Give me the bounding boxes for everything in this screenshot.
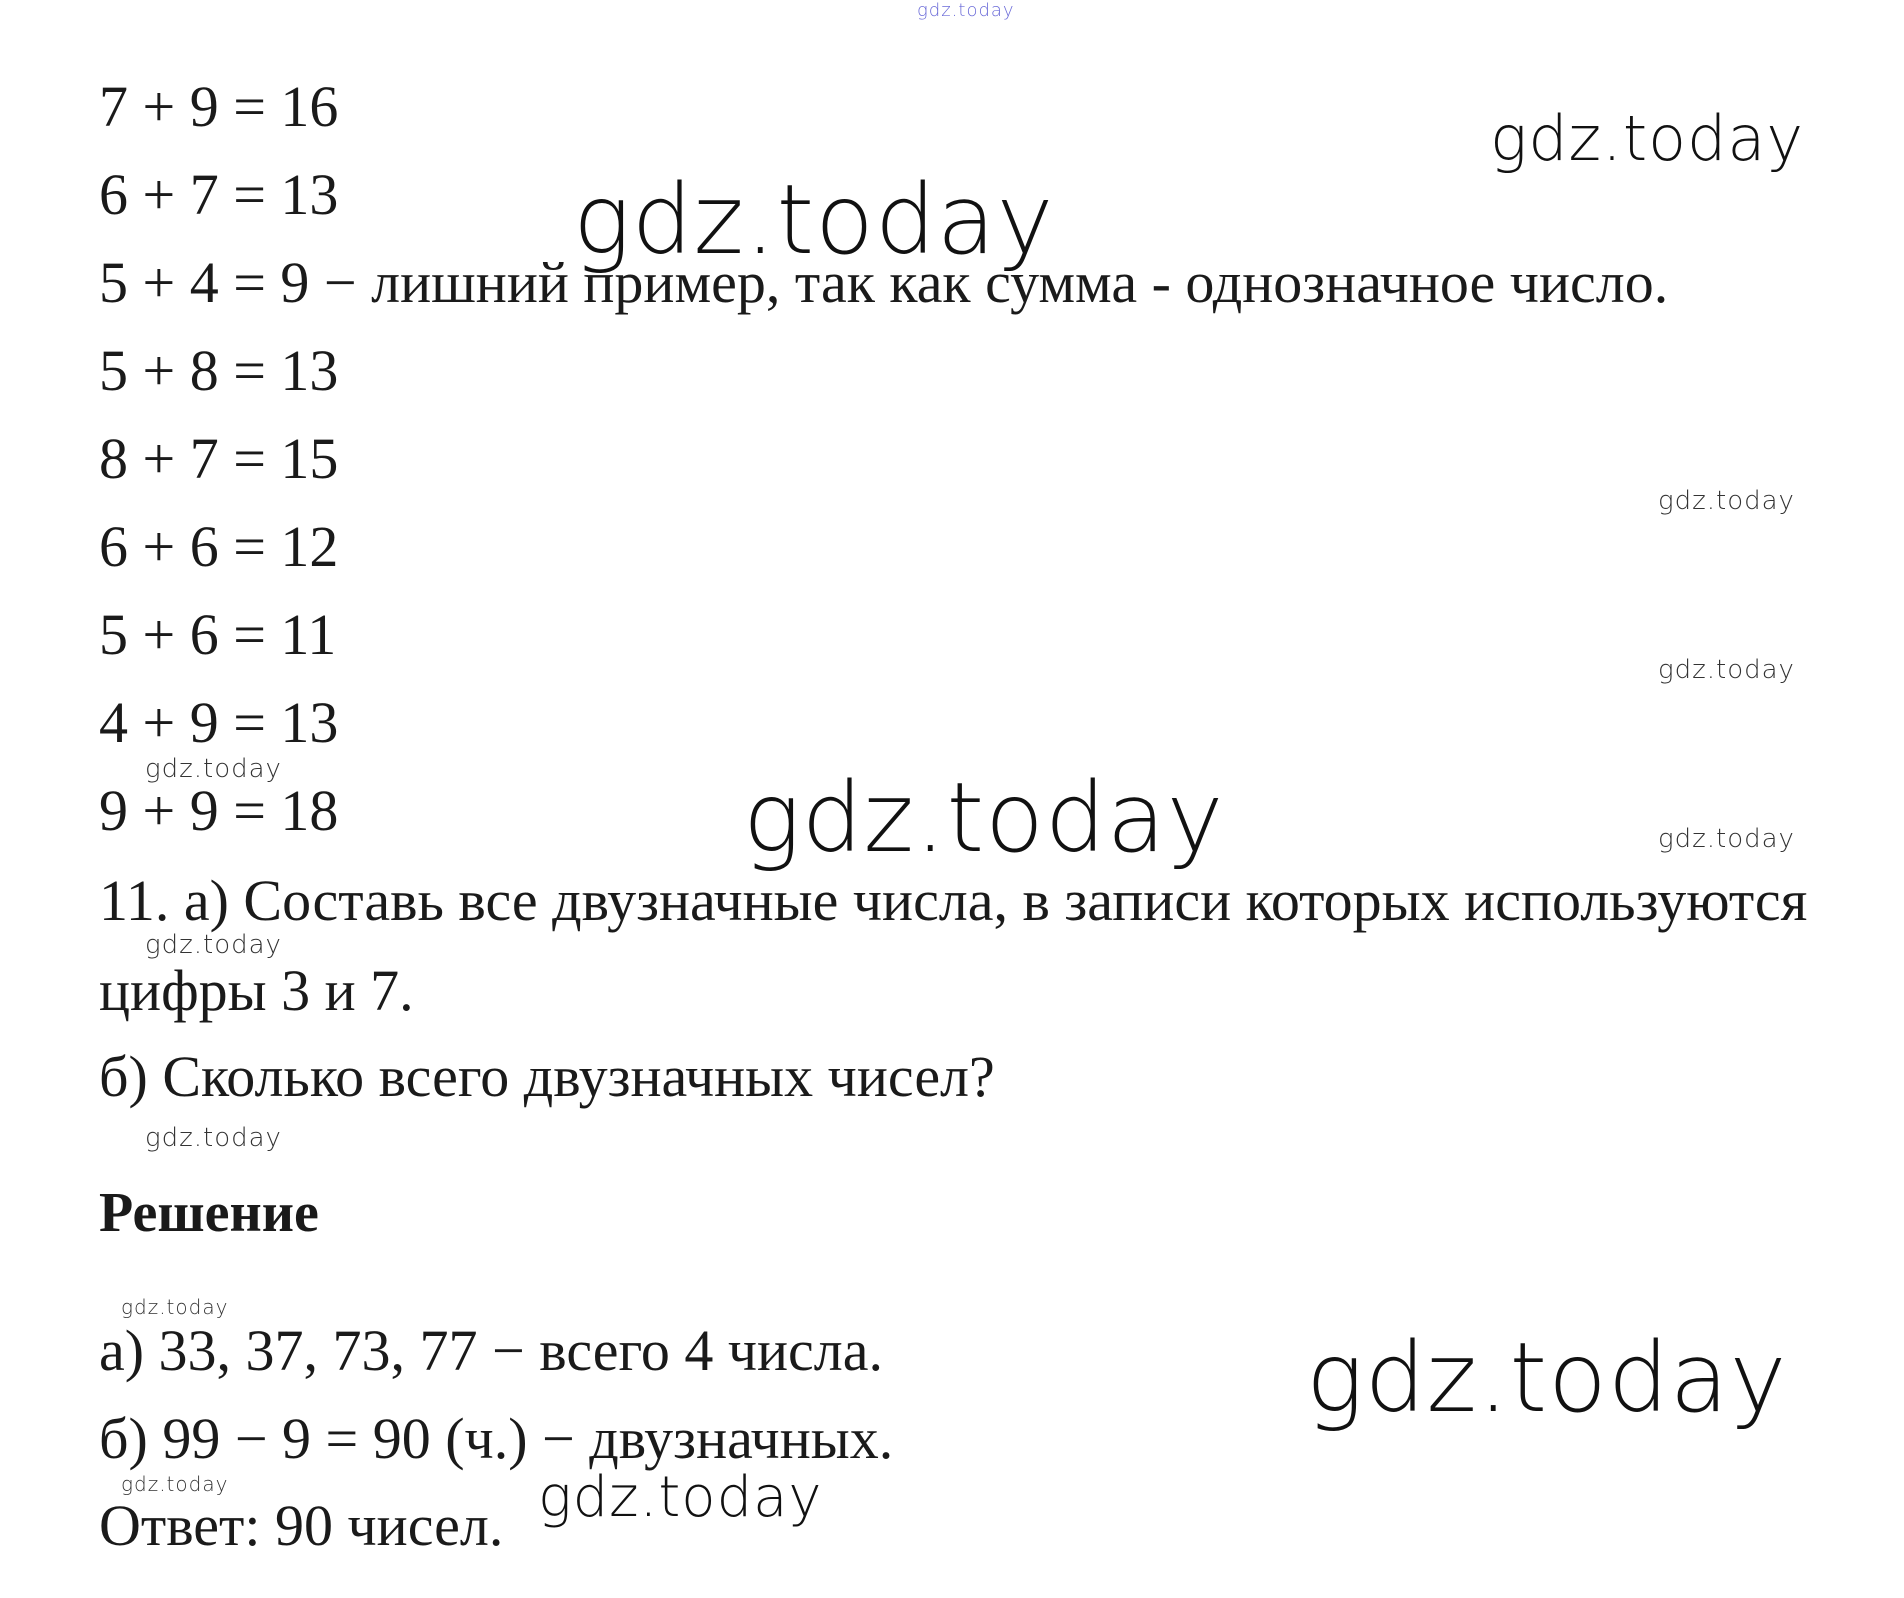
watermark-tiny: gdz.today <box>121 1472 229 1496</box>
equation-line-3: 5 + 4 = 9 − лишний пример, так как сумма - однозначное число. <box>99 250 1669 315</box>
equation-line-5: 8 + 7 = 15 <box>99 426 339 491</box>
watermark-small: gdz.today <box>1658 824 1795 854</box>
watermark-large: gdz.today <box>573 164 1055 276</box>
equation-line-7: 5 + 6 = 11 <box>99 602 337 667</box>
equation-line-1: 7 + 9 = 16 <box>99 74 339 139</box>
equation-line-8: 4 + 9 = 13 <box>99 690 339 755</box>
equation-line-4: 5 + 8 = 13 <box>99 338 339 403</box>
watermark-small: gdz.today <box>145 754 282 784</box>
watermark-small: gdz.today <box>145 1123 282 1153</box>
task-statement-line-1: 11. а) Составь все двузначные числа, в записи которых используются <box>99 868 1808 933</box>
solution-answer-line: Ответ: 90 чисел. <box>99 1493 504 1558</box>
watermark-large: gdz.today <box>743 762 1225 874</box>
watermark-small: gdz.today <box>1658 486 1795 516</box>
equation-line-9: 9 + 9 = 18 <box>99 778 339 843</box>
watermark-small: gdz.today <box>145 930 282 960</box>
solution-line-b: б) 99 − 9 = 90 (ч.) − двузначных. <box>99 1406 894 1471</box>
watermark-top: gdz.today <box>917 0 1015 21</box>
solution-heading: Решение <box>99 1182 319 1244</box>
equation-line-6: 6 + 6 = 12 <box>99 514 339 579</box>
watermark-small: gdz.today <box>1658 655 1795 685</box>
watermark-large: gdz.today <box>1306 1322 1788 1434</box>
watermark-tiny: gdz.today <box>121 1295 229 1319</box>
task-statement-line-2: цифры 3 и 7. <box>99 958 414 1023</box>
watermark-medium: gdz.today <box>538 1465 823 1530</box>
watermark-medium: gdz.today <box>1490 102 1805 175</box>
solution-line-a: а) 33, 37, 73, 77 − всего 4 числа. <box>99 1318 883 1383</box>
task-question-line: б) Сколько всего двузначных чисел? <box>99 1044 995 1109</box>
equation-line-2: 6 + 7 = 13 <box>99 162 339 227</box>
